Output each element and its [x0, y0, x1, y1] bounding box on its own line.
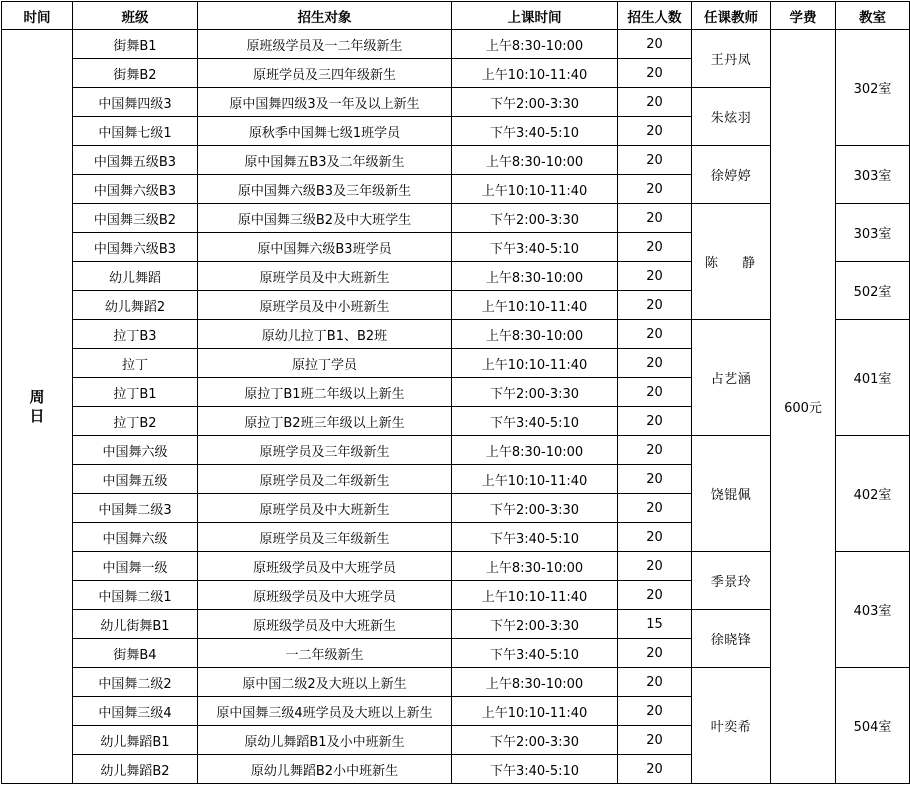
class-name-cell: 幼儿舞蹈B1 — [73, 726, 198, 755]
class-name-cell: 街舞B2 — [73, 59, 198, 88]
capacity-cell: 20 — [618, 88, 692, 117]
target-cell: 原中国舞六级B3班学员 — [198, 233, 452, 262]
class-time-cell: 上午10:10-11:40 — [452, 291, 618, 320]
class-name-cell: 中国舞六级B3 — [73, 175, 198, 204]
target-cell: 原班学员及三四年级新生 — [198, 59, 452, 88]
class-name-cell: 拉丁B1 — [73, 378, 198, 407]
class-name-cell: 中国舞五级 — [73, 465, 198, 494]
target-cell: 原幼儿舞蹈B2小中班新生 — [198, 755, 452, 784]
day-line-1: 周 — [29, 387, 45, 406]
class-time-cell: 下午2:00-3:30 — [452, 204, 618, 233]
room-cell: 502室 — [836, 262, 910, 320]
room-cell: 504室 — [836, 668, 910, 784]
target-cell: 原中国舞五B3及二年级新生 — [198, 146, 452, 175]
room-cell: 401室 — [836, 320, 910, 436]
class-time-cell: 下午3:40-5:10 — [452, 523, 618, 552]
target-cell: 原班级学员及中大班新生 — [198, 610, 452, 639]
target-cell: 原中国二级2及大班以上新生 — [198, 668, 452, 697]
class-name-cell: 中国舞四级3 — [73, 88, 198, 117]
room-cell: 402室 — [836, 436, 910, 552]
class-name-cell: 中国舞二级3 — [73, 494, 198, 523]
target-cell: 原中国舞三级B2及中大班学生 — [198, 204, 452, 233]
class-name-cell: 中国舞六级 — [73, 436, 198, 465]
capacity-cell: 20 — [618, 755, 692, 784]
capacity-cell: 20 — [618, 146, 692, 175]
target-cell: 原拉丁B2班三年级以上新生 — [198, 407, 452, 436]
target-cell: 原班级学员及中大班学员 — [198, 581, 452, 610]
header-class: 班级 — [73, 2, 198, 30]
room-cell: 303室 — [836, 146, 910, 204]
teacher-cell: 占艺涵 — [692, 320, 771, 436]
capacity-cell: 20 — [618, 436, 692, 465]
room-cell: 302室 — [836, 30, 910, 146]
course-schedule-table — [1, 1, 910, 784]
capacity-cell: 20 — [618, 378, 692, 407]
capacity-cell: 20 — [618, 204, 692, 233]
header-room: 教室 — [836, 2, 910, 30]
target-cell: 原班级学员及中大班学员 — [198, 552, 452, 581]
teacher-cell: 季景玲 — [692, 552, 771, 610]
class-name-cell: 中国舞六级 — [73, 523, 198, 552]
capacity-cell: 20 — [618, 59, 692, 88]
capacity-cell: 20 — [618, 30, 692, 59]
capacity-cell: 20 — [618, 639, 692, 668]
day-line-2: 日 — [29, 406, 45, 425]
header-teacher: 任课教师 — [692, 2, 771, 30]
class-time-cell: 下午3:40-5:10 — [452, 639, 618, 668]
teacher-cell: 王丹凤 — [692, 30, 771, 88]
teacher-cell — [692, 204, 771, 320]
capacity-cell: 20 — [618, 465, 692, 494]
class-time-cell: 下午2:00-3:30 — [452, 378, 618, 407]
schedule-body — [2, 30, 910, 784]
class-name-cell: 拉丁 — [73, 349, 198, 378]
target-cell: 原中国舞六级B3及三年级新生 — [198, 175, 452, 204]
class-time-cell: 上午10:10-11:40 — [452, 581, 618, 610]
teacher-cell: 叶奕希 — [692, 668, 771, 784]
class-name-cell: 幼儿舞蹈B2 — [73, 755, 198, 784]
capacity-cell: 20 — [618, 726, 692, 755]
class-time-cell: 上午8:30-10:00 — [452, 436, 618, 465]
class-time-cell: 下午3:40-5:10 — [452, 117, 618, 146]
class-name-cell: 中国舞三级4 — [73, 697, 198, 726]
capacity-cell: 15 — [618, 610, 692, 639]
capacity-cell: 20 — [618, 697, 692, 726]
class-name-cell: 中国舞五级B3 — [73, 146, 198, 175]
teacher-cell: 饶锟佩 — [692, 436, 771, 552]
class-time-cell: 上午10:10-11:40 — [452, 349, 618, 378]
class-name-cell: 幼儿街舞B1 — [73, 610, 198, 639]
class-name-cell: 中国舞三级B2 — [73, 204, 198, 233]
capacity-cell: 20 — [618, 407, 692, 436]
capacity-cell: 20 — [618, 523, 692, 552]
capacity-cell: 20 — [618, 349, 692, 378]
target-cell: 原中国舞三级4班学员及大班以上新生 — [198, 697, 452, 726]
class-time-cell: 上午8:30-10:00 — [452, 30, 618, 59]
header-target: 招生对象 — [198, 2, 452, 30]
target-cell: 原班级学员及一二年级新生 — [198, 30, 452, 59]
capacity-cell: 20 — [618, 320, 692, 349]
class-time-cell: 上午8:30-10:00 — [452, 262, 618, 291]
capacity-cell: 20 — [618, 494, 692, 523]
target-cell: 原幼儿舞蹈B1及小中班新生 — [198, 726, 452, 755]
class-time-cell: 下午2:00-3:30 — [452, 726, 618, 755]
capacity-cell: 20 — [618, 668, 692, 697]
teacher-name-part: 静 — [742, 256, 758, 271]
class-time-cell: 上午10:10-11:40 — [452, 697, 618, 726]
class-time-cell: 下午2:00-3:30 — [452, 610, 618, 639]
fee-cell: 600元 — [771, 30, 836, 784]
class-name-cell: 幼儿舞蹈2 — [73, 291, 198, 320]
class-name-cell: 中国舞一级 — [73, 552, 198, 581]
table-row — [2, 30, 910, 59]
capacity-cell: 20 — [618, 552, 692, 581]
target-cell: 原班学员及中大班新生 — [198, 262, 452, 291]
header-capacity: 招生人数 — [618, 2, 692, 30]
class-time-cell: 上午8:30-10:00 — [452, 146, 618, 175]
teacher-name-part: 陈 — [704, 256, 720, 271]
class-time-cell: 下午2:00-3:30 — [452, 494, 618, 523]
room-cell: 303室 — [836, 204, 910, 262]
class-time-cell: 下午3:40-5:10 — [452, 233, 618, 262]
class-name-cell: 拉丁B3 — [73, 320, 198, 349]
class-name-cell: 幼儿舞蹈 — [73, 262, 198, 291]
header-fee: 学费 — [771, 2, 836, 30]
class-time-cell: 上午8:30-10:00 — [452, 552, 618, 581]
teacher-cell: 徐晓锋 — [692, 610, 771, 668]
target-cell: 一二年级新生 — [198, 639, 452, 668]
class-time-cell: 上午10:10-11:40 — [452, 175, 618, 204]
target-cell: 原班学员及三年级新生 — [198, 436, 452, 465]
room-cell: 403室 — [836, 552, 910, 668]
header-row — [2, 2, 910, 30]
class-time-cell: 下午3:40-5:10 — [452, 407, 618, 436]
teacher-cell: 朱炫羽 — [692, 88, 771, 146]
target-cell: 原幼儿拉丁B1、B2班 — [198, 320, 452, 349]
class-time-cell: 下午3:40-5:10 — [452, 755, 618, 784]
target-cell: 原班学员及三年级新生 — [198, 523, 452, 552]
capacity-cell: 20 — [618, 233, 692, 262]
target-cell: 原班学员及中小班新生 — [198, 291, 452, 320]
capacity-cell: 20 — [618, 291, 692, 320]
target-cell: 原班学员及二年级新生 — [198, 465, 452, 494]
class-name-cell: 街舞B4 — [73, 639, 198, 668]
capacity-cell: 20 — [618, 581, 692, 610]
target-cell: 原班学员及中大班新生 — [198, 494, 452, 523]
header-time: 时间 — [2, 2, 73, 30]
class-time-cell: 上午10:10-11:40 — [452, 59, 618, 88]
target-cell: 原拉丁B1班二年级以上新生 — [198, 378, 452, 407]
class-time-cell: 上午8:30-10:00 — [452, 320, 618, 349]
day-cell — [2, 30, 73, 784]
class-name-cell: 街舞B1 — [73, 30, 198, 59]
class-name-cell: 拉丁B2 — [73, 407, 198, 436]
header-schedule: 上课时间 — [452, 2, 618, 30]
class-time-cell: 上午10:10-11:40 — [452, 465, 618, 494]
capacity-cell: 20 — [618, 117, 692, 146]
class-time-cell: 下午2:00-3:30 — [452, 88, 618, 117]
class-name-cell: 中国舞七级1 — [73, 117, 198, 146]
capacity-cell: 20 — [618, 175, 692, 204]
class-name-cell: 中国舞六级B3 — [73, 233, 198, 262]
class-time-cell: 上午8:30-10:00 — [452, 668, 618, 697]
teacher-cell: 徐婷婷 — [692, 146, 771, 204]
target-cell: 原中国舞四级3及一年及以上新生 — [198, 88, 452, 117]
target-cell: 原秋季中国舞七级1班学员 — [198, 117, 452, 146]
capacity-cell: 20 — [618, 262, 692, 291]
class-name-cell: 中国舞二级1 — [73, 581, 198, 610]
target-cell: 原拉丁学员 — [198, 349, 452, 378]
class-name-cell: 中国舞二级2 — [73, 668, 198, 697]
